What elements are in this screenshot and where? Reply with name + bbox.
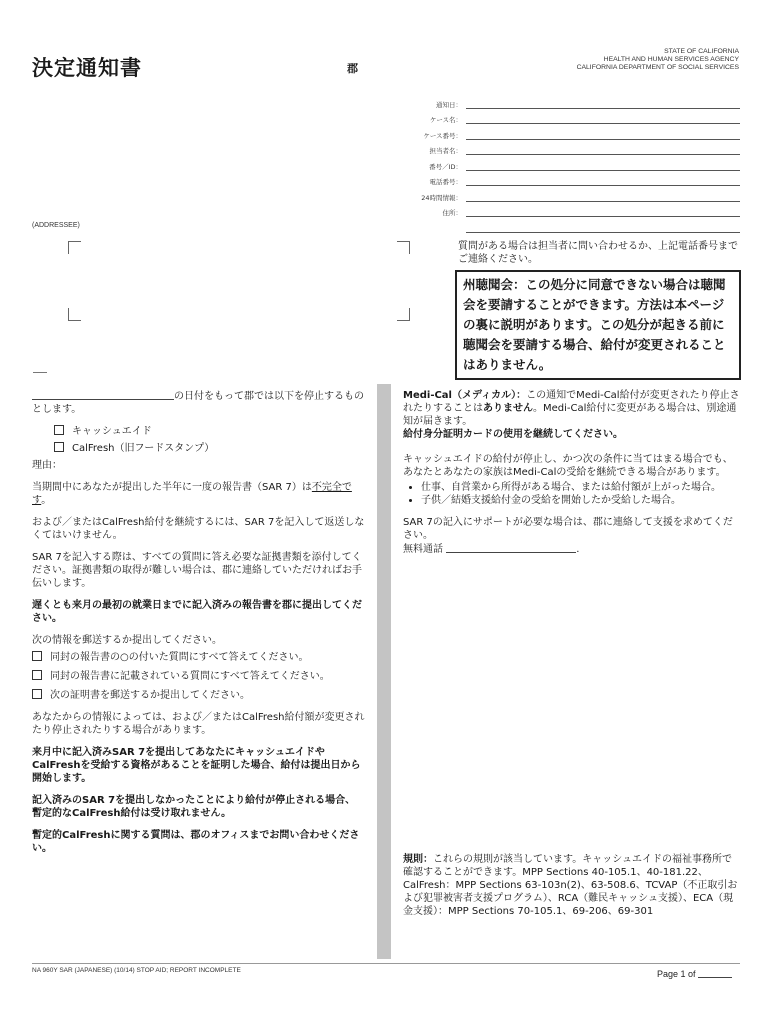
field-line (466, 223, 740, 233)
field-row (380, 155, 740, 171)
continue-paragraph: および／またはCalFresh給付を継続するには、SAR 7を記入して返送しなくてはいけません。 (32, 517, 365, 541)
agency-line: HEALTH AND HUMAN SERVICES AGENCY (603, 56, 739, 63)
field-label: 担当者名： (429, 147, 462, 155)
field-row (380, 217, 740, 233)
field-line (466, 145, 740, 155)
notice-info-fields (380, 93, 740, 233)
deadline-paragraph: 遅くとも来月の最初の就業日までに記入済みの報告書を郡に提出してください。 (32, 600, 362, 624)
toll-free-line: 無料通話 . (403, 544, 580, 555)
reason-label: 理由： (32, 460, 62, 471)
left-column (32, 389, 365, 864)
field-row (380, 202, 740, 218)
medical-card-note: 給付身分証明カードの使用を継続してください。 (403, 429, 623, 440)
field-label: ケース名： (429, 116, 462, 124)
medical-emphasis: ありません (483, 403, 533, 414)
document-title: 決定通知書 (32, 56, 142, 80)
reason-suffix: 。 (41, 495, 52, 506)
contact-note: 質問がある場合は担当者に問い合わせるか、上記電話番号までご連絡ください。 (458, 241, 738, 265)
list-item: • 子供／結婚支援給付金の受給を開始したか受給した場合。 (421, 494, 741, 507)
checkbox-row-calfresh[interactable] (32, 442, 365, 455)
reason-text (32, 481, 365, 507)
medical-paragraph (403, 389, 741, 441)
field-line (466, 130, 740, 140)
stop-date-sentence (32, 389, 365, 416)
footer-divider (32, 963, 740, 964)
window-corner-bottom-left (68, 308, 81, 321)
field-line (466, 192, 740, 202)
county-label: 郡 (347, 62, 358, 75)
field-label: 電話番号： (429, 178, 462, 186)
field-row (380, 186, 740, 202)
medical-text: 。Medi-Cal給付に変更がある場合は、別途通知が届きます。 (403, 403, 737, 427)
field-line (466, 99, 740, 109)
toll-free-label: 無料通話 (403, 544, 443, 555)
checkbox-row-mail[interactable] (32, 670, 365, 683)
reason-prefix: 当期間中にあなたが提出した半年に一度の報告書（SAR 7）は (32, 482, 312, 493)
mail-intro: 次の情報を郵送するか提出してください。 (32, 635, 222, 646)
checkbox-label: キャッシュエイド (72, 426, 152, 437)
checkbox-label: 同封の報告書に記載されている質問にすべて答えてください。 (50, 671, 330, 682)
page-total-blank (698, 969, 732, 978)
info-change-paragraph: あなたからの情報によっては、および／またはCalFresh給付額が変更されたり停止されたりする場合があります。 (32, 712, 365, 736)
page-number (657, 969, 732, 979)
field-line (466, 176, 740, 186)
cash-stop-paragraph: キャッシュエイドの給付が停止し、かつ次の条件に当てはまる場合でも、あなたとあなたの家族はMedi-Calの受給を継続できる場合があります。 (403, 454, 733, 478)
field-row (380, 124, 740, 140)
list-item: • 仕事、自営業から所得がある場合、または給付額が上がった場合。 (421, 481, 741, 494)
agency-line: STATE OF CALIFORNIA (664, 48, 739, 55)
window-corner-top-left (68, 241, 81, 254)
field-label: 住所： (442, 209, 462, 217)
phone-blank (446, 542, 576, 553)
checkbox-row-mail[interactable] (32, 689, 365, 702)
agency-line: CALIFORNIA DEPARTMENT OF SOCIAL SERVICES (576, 64, 739, 71)
not-submitted-paragraph: 記入済みのSAR 7を提出しなかったことにより給付が停止される場合、暫定的なCalFresh給付は受け取れません。 (32, 795, 356, 819)
support-paragraph: SAR 7の記入にサポートが必要な場合は、郡に連絡して支援を求めてください。 (403, 517, 733, 541)
field-row (380, 109, 740, 125)
agency-block (577, 48, 739, 72)
window-corner-bottom-right (397, 308, 410, 321)
checkbox-label: 次の証明書を郵送するか提出してください。 (50, 690, 250, 701)
column-separator-bar (377, 384, 391, 959)
checkbox[interactable] (32, 670, 42, 680)
right-column (403, 389, 741, 917)
field-line (466, 207, 740, 217)
checkbox[interactable] (32, 689, 42, 699)
checkbox-label: CalFresh（旧フードスタンプ） (72, 443, 215, 454)
complete-paragraph: SAR 7を記入する際は、すべての質問に答え必要な証拠書類を添付してください。証拠書類の取得が難しい場合は、郡に連絡していただければお手伝いします。 (32, 552, 362, 589)
checkbox[interactable] (54, 425, 64, 435)
field-label: 通知日： (436, 100, 462, 109)
stop-sentence-text: の日付をもって郡では以下を停止するものとします。 (32, 391, 364, 415)
medical-text: この通知でMedi-Cal給付が変更されたり停止されたりすることは (403, 390, 740, 414)
field-label: ケース番号： (423, 131, 462, 140)
window-corner-top-right (397, 241, 410, 254)
next-month-paragraph: 来月中に記入済みSAR 7を提出してあなたにキャッシュエイドやCalFreshを受給する資格があることを証明した場合、給付は提出日から開始します。 (32, 747, 361, 784)
addressee-label: (ADDRESSEE) (32, 222, 80, 229)
date-blank (32, 389, 174, 400)
field-label: 24時間情報： (421, 193, 462, 202)
field-line (466, 114, 740, 124)
field-row (380, 140, 740, 156)
form-id: NA 960Y SAR (JAPANESE) (10/14) STOP AID; REPORT INCOMPLETE (32, 967, 241, 974)
checkbox-row-mail[interactable] (32, 651, 365, 664)
questions-paragraph: 暫定的CalFreshに関する質問は、郡のオフィスまでお問い合わせください。 (32, 830, 360, 854)
rules-paragraph (403, 853, 741, 918)
divider (33, 372, 47, 373)
reason-incomplete: 不完全です (32, 482, 352, 506)
field-row (380, 93, 740, 109)
state-hearing-box: 州聴聞会：この処分に同意できない場合は聴聞会を要請することができます。方法は本ページの裏に説明があります。この処分が起きる前に聴聞会を要請する場合、給付が変更されることはありません。 (455, 270, 741, 380)
rules-text: これらの規則が該当しています。キャッシュエイドの福祉事務所で確認することができます。MPP Sections 40-105.1、40-181.22、CalFresh：MPP Sections 63-103n(2)、63-508.6、TCVAP（不正取引および犯罪被害者支援プログラム）、RCA（難民キャッシュ支援）、ECA（現金支援）：MPP Sections 70-105.1、69-206、69-301 (403, 854, 738, 917)
medical-heading: Medi-Cal（メディカル）： (403, 390, 527, 401)
condition-list (403, 481, 741, 507)
page-label: Page 1 of (657, 969, 696, 979)
rules-label: 規則： (403, 854, 433, 865)
field-label: 番号／ID： (429, 162, 462, 171)
checkbox-label: 同封の報告書の○の付いた質問にすべて答えてください。 (50, 652, 309, 663)
checkbox[interactable] (54, 442, 64, 452)
field-row (380, 171, 740, 187)
checkbox-row-cash-aid[interactable] (32, 425, 365, 438)
field-line (466, 161, 740, 171)
checkbox[interactable] (32, 651, 42, 661)
